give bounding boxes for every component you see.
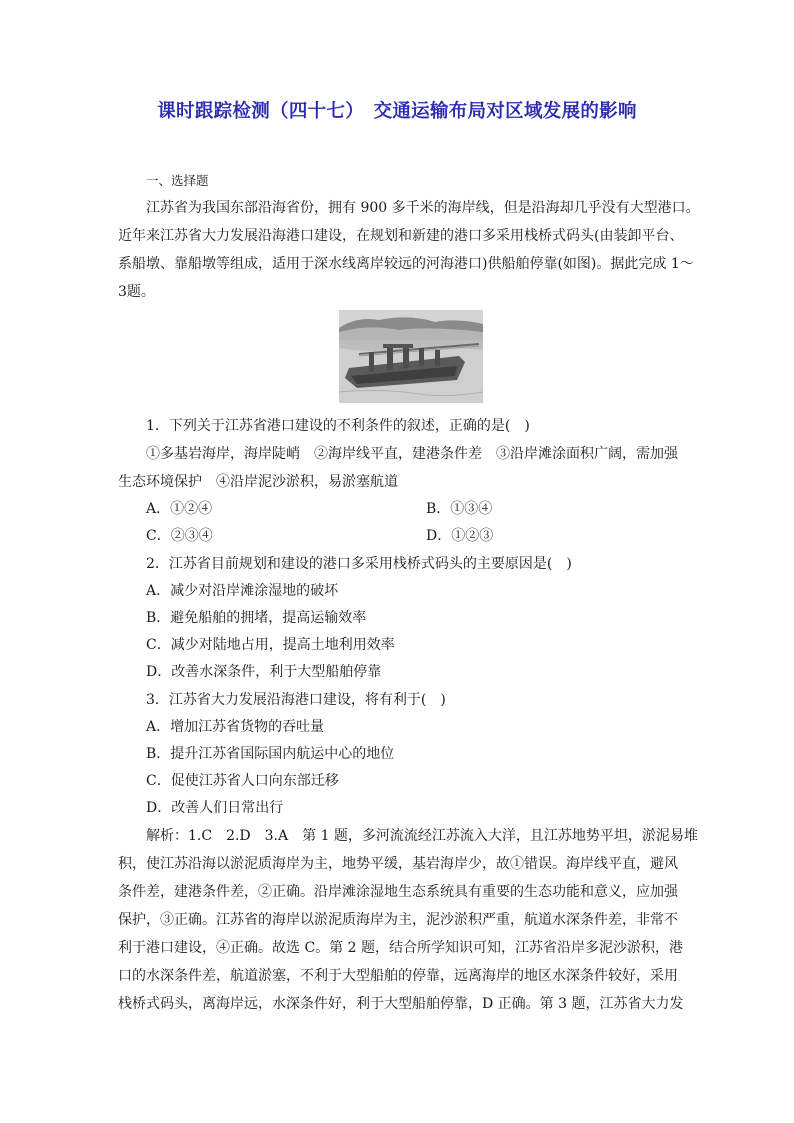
q2-option-d: D．改善水深条件，利于大型船舶停靠 xyxy=(146,664,382,680)
analysis-line: 解析：1.C 2.D 3.A 第 1 题，多河流流经江苏流入大洋，且江苏地势平坦，淤泥易堆 xyxy=(146,828,698,844)
q1-option-c: C．②③④ xyxy=(146,528,213,544)
q3-option-a: A．增加江苏省货物的吞吐量 xyxy=(146,719,325,735)
q3-option-c: C．促使江苏省人口向东部迁移 xyxy=(146,773,339,789)
intro-line: 江苏省为我国东部沿海省份，拥有 900 多千米的海岸线，但是沿海却几乎没有大型港口。 xyxy=(146,200,700,216)
q1-desc: ①多基岩海岸，海岸陡峭 ②海岸线平直，建港条件差 ③沿岸滩涂面积广阔，需加强 xyxy=(146,446,678,462)
page-title: 课时跟踪检测（四十七） 交通运输布局对区域发展的影响 xyxy=(157,101,637,122)
q1-desc: 生态环境保护 ④沿岸泥沙淤积，易淤塞航道 xyxy=(118,474,398,490)
q3-stem: 3．江苏省大力发展沿海港口建设，将有利于( ) xyxy=(146,692,446,708)
analysis-line: 栈桥式码头，离海岸远，水深条件好，利于大型船舶停靠，D 正确。第 3 题，江苏省大力发 xyxy=(118,996,684,1012)
q1-option-a: A．①②④ xyxy=(146,501,213,517)
intro-line: 3题。 xyxy=(118,284,155,300)
intro-line: 近年来江苏省大力发展沿海港口建设，在规划和新建的港口多采用栈桥式码头(由装卸平台、 xyxy=(118,228,684,244)
q2-option-b: B．避免船舶的拥堵，提高运输效率 xyxy=(146,610,367,626)
analysis-line: 保护，③正确。江苏省的海岸以淤泥质海岸为主，泥沙淤积严重，航道水深条件差，非常不 xyxy=(118,912,678,928)
analysis-line: 口的水深条件差，航道淤塞，不利于大型船舶的停靠，远离海岸的地区水深条件较好，采用 xyxy=(118,968,678,984)
q2-option-a: A．减少对沿岸滩涂湿地的破坏 xyxy=(146,583,339,599)
analysis-line: 积，使江苏沿海以淤泥质海岸为主，地势平缓，基岩海岸少，故①错误。海岸线平直，避风 xyxy=(118,856,678,872)
q2-stem: 2．江苏省目前规划和建设的港口多采用栈桥式码头的主要原因是( ) xyxy=(146,556,572,572)
intro-line: 系船墩、靠船墩等组成，适用于深水线离岸较远的河海港口)供船舶停靠(如图)。据此完成 1～ xyxy=(118,256,694,272)
q3-option-d: D．改善人们日常出行 xyxy=(146,800,284,816)
q2-option-c: C．减少对陆地占用，提高土地利用效率 xyxy=(146,637,395,653)
q3-option-b: B．提升江苏省国际国内航运中心的地位 xyxy=(146,746,395,762)
q1-option-b: B．①③④ xyxy=(426,501,493,517)
q1-stem: 1．下列关于江苏省港口建设的不利条件的叙述，正确的是( ) xyxy=(146,418,530,434)
analysis-line: 利于港口建设，④正确。故选 C。第 2 题，结合所学知识可知，江苏省沿岸多泥沙淤积，港 xyxy=(118,940,683,956)
analysis-line: 条件差，建港条件差，②正确。沿岸滩涂湿地生态系统具有重要的生态功能和意义，应加强 xyxy=(118,884,678,900)
q1-option-d: D．①②③ xyxy=(426,528,494,544)
wharf-photo xyxy=(339,310,483,403)
section-heading: 一、选择题 xyxy=(146,173,209,188)
